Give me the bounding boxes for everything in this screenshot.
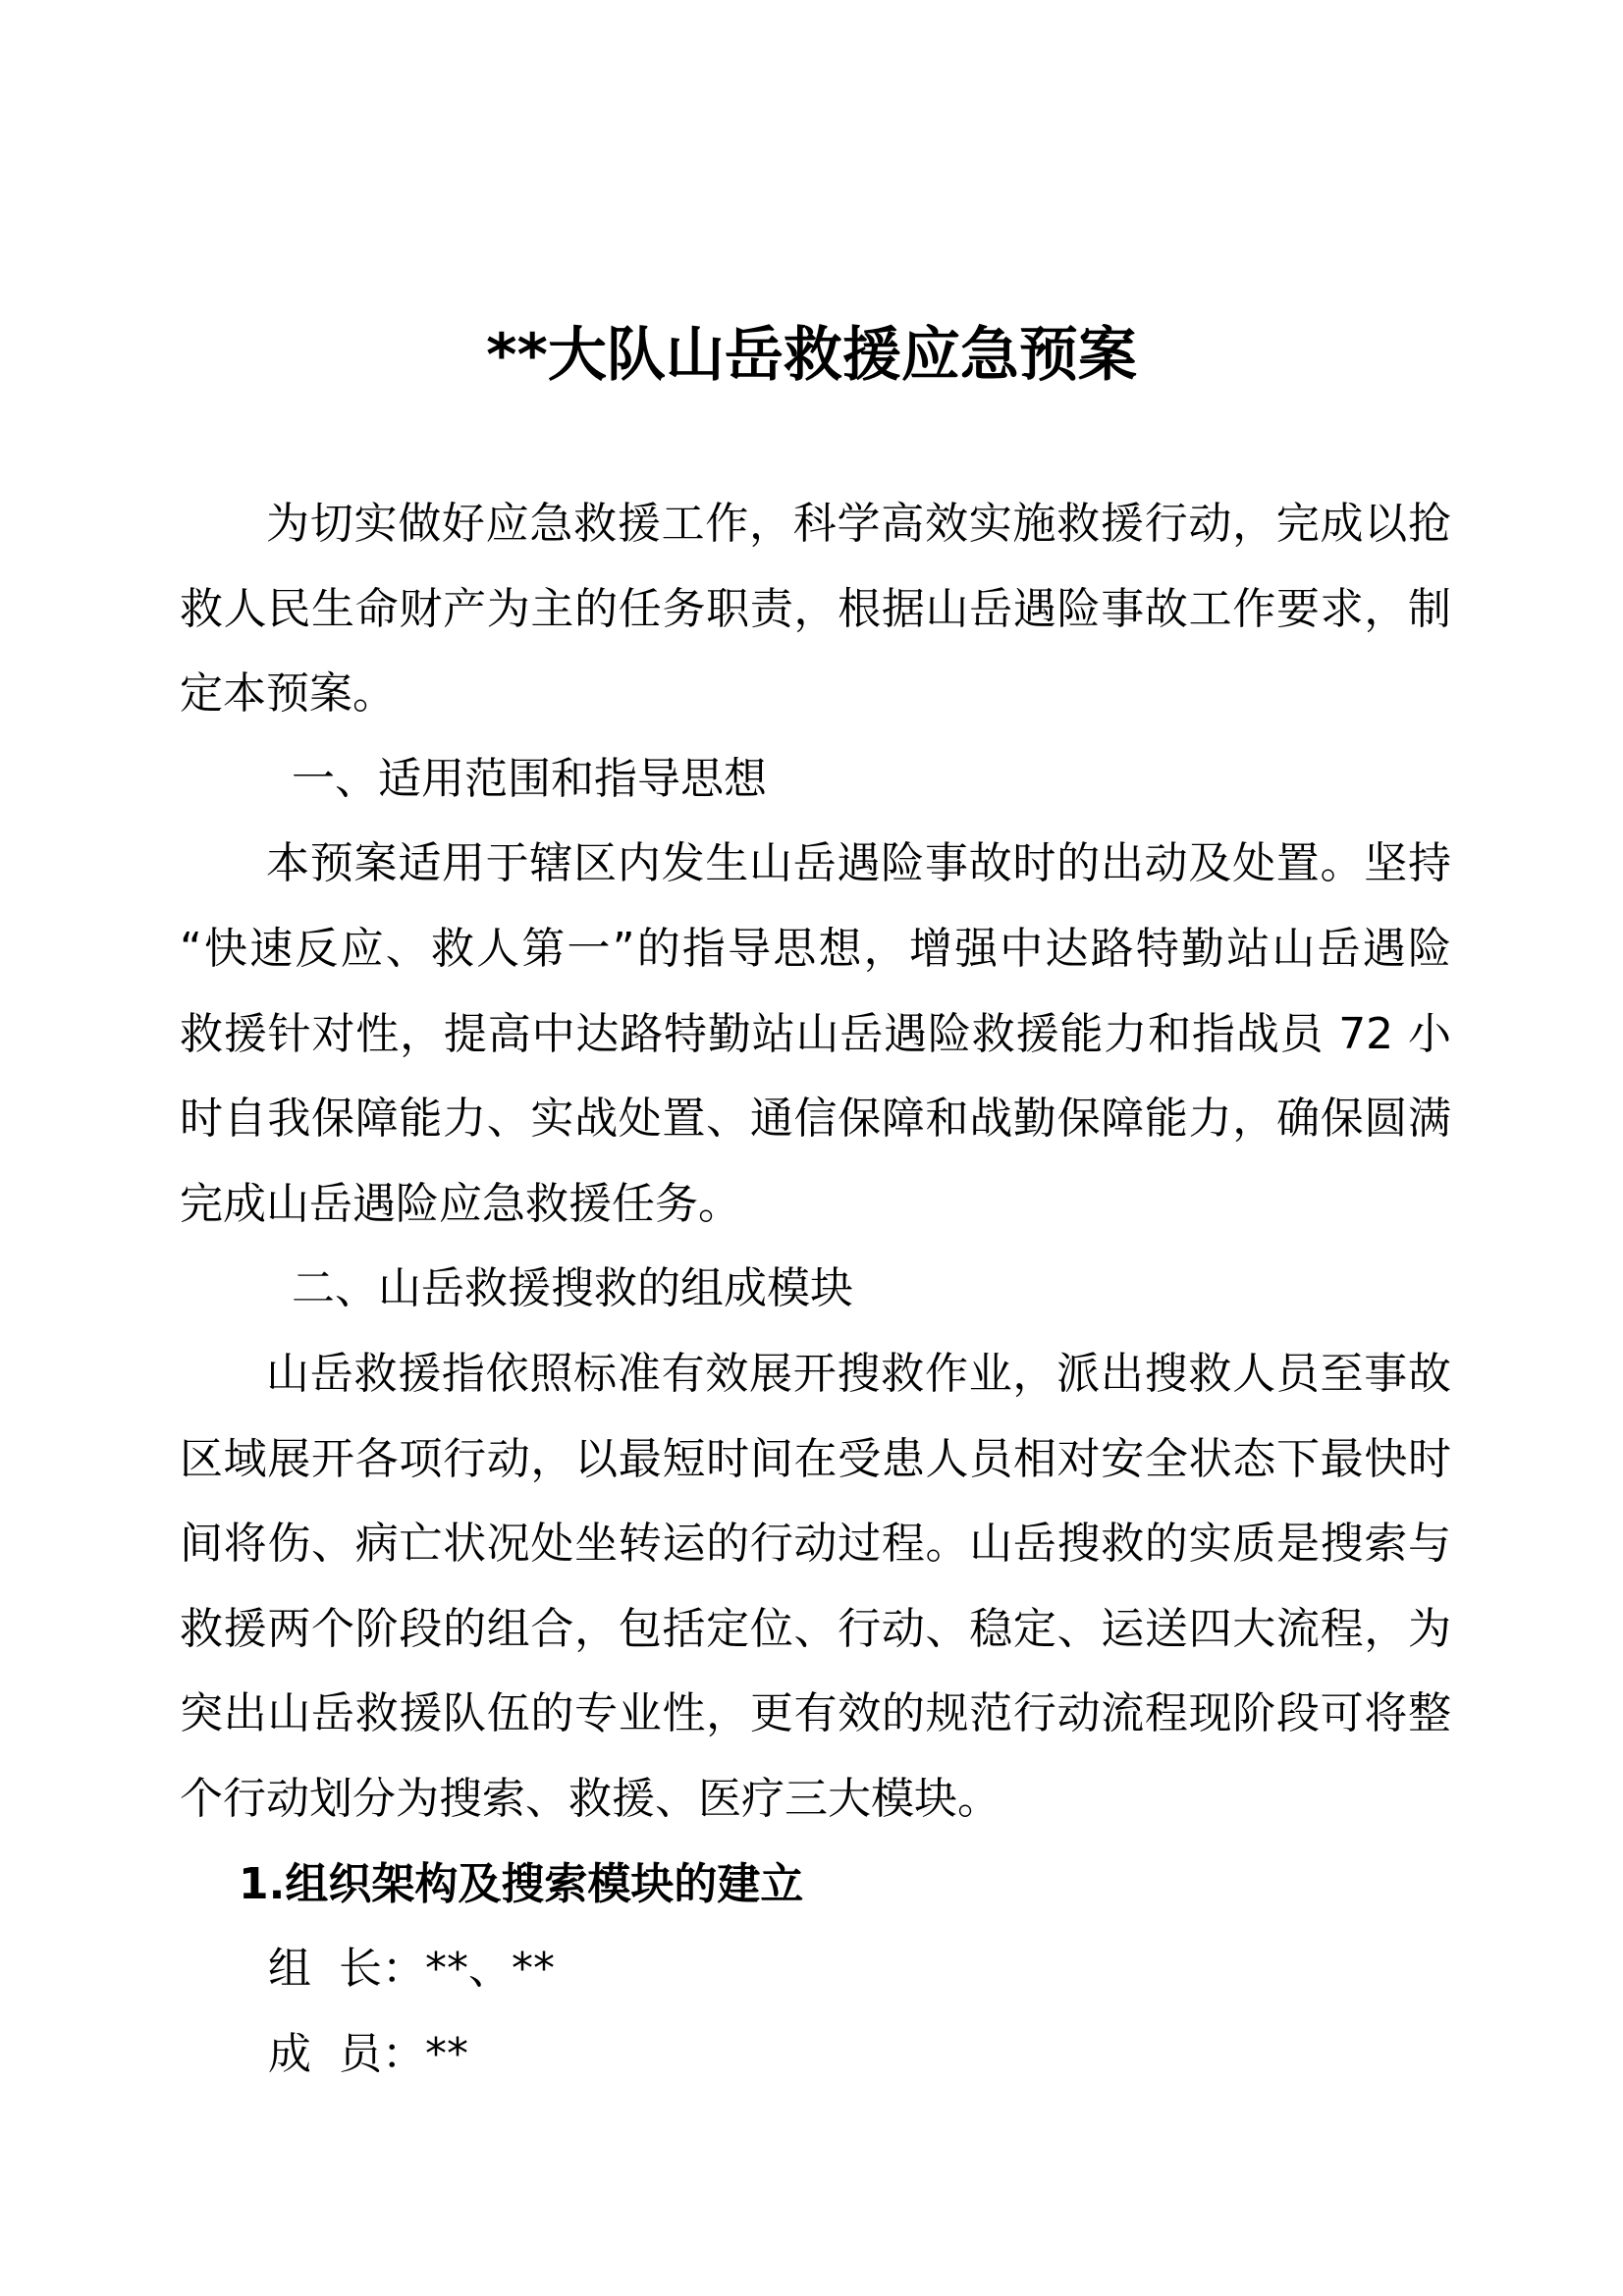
paragraph-line: 山岳救援指依照标准有效展开搜救作业，派出搜救人员至事故 [266,1348,1451,1399]
section-heading: 二、山岳救援搜救的组成模块 [292,1263,853,1314]
subsection-heading: 1.组织架构及搜索模块的建立 [239,1858,804,1909]
leader-field: 组 长：**、** [268,1944,555,1995]
paragraph-line: 救援针对性，提高中达路特勤站山岳遇险救援能力和指战员 72 小 [180,1008,1451,1059]
section-heading: 一、适用范围和指导思想 [292,753,767,804]
section1-paragraph [180,822,1451,1247]
section2-paragraph [180,1332,1451,1842]
paragraph-line: 本预案适用于辖区内发生山岳遇险事故时的出动及处置。坚持 [266,838,1451,889]
document-body [180,482,1451,2097]
intro-paragraph [180,482,1451,737]
paragraph-line: 时自我保障能力、实战处置、通信保障和战勤保障能力，确保圆满 [180,1094,1451,1145]
paragraph-line: 救援两个阶段的组合，包括定位、行动、稳定、运送四大流程，为 [180,1603,1451,1654]
paragraph-line: 突出山岳救援队伍的专业性，更有效的规范行动流程现阶段可将整 [180,1688,1451,1739]
paragraph-line: 个行动划分为搜索、救援、医疗三大模块。 [180,1773,1001,1824]
paragraph-line: “快速反应、救人第一”的指导思想，增强中达路特勤站山岳遇险 [180,923,1451,974]
document-title: **大队山岳救援应急预案 [486,321,1137,390]
paragraph-line: 区域展开各项行动，以最短时间在受患人员相对安全状态下最快时 [180,1433,1451,1484]
paragraph-line: 救人民生命财产为主的任务职责，根据山岳遇险事故工作要求，制 [180,583,1451,634]
members-field: 成 员：** [268,2028,468,2079]
paragraph-line: 定本预案。 [180,668,396,720]
paragraph-line: 完成山岳遇险应急救援任务。 [180,1178,741,1229]
paragraph-line: 间将伤、病亡状况处坐转运的行动过程。山岳搜救的实质是搜索与 [180,1519,1451,1570]
paragraph-line: 为切实做好应急救援工作，科学高效实施救援行动，完成以抢 [266,499,1451,549]
